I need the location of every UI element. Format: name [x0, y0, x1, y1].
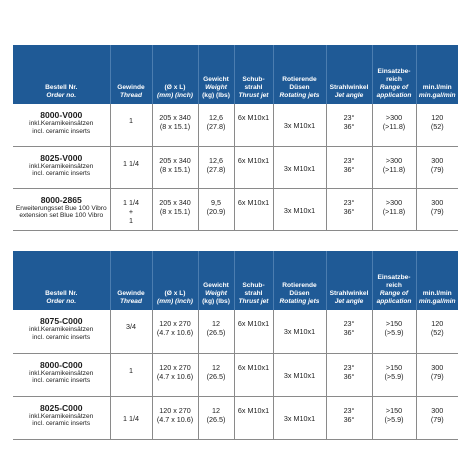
header-thread: Gewinde Thread — [110, 251, 152, 310]
range-cell: >150 (>5.9) — [372, 353, 416, 396]
header-jet-angle: Strahlwinkel Jet angle — [326, 45, 372, 104]
weight-cell: 12 (26.5) — [198, 353, 234, 396]
angle-cell: 23° 36° — [326, 146, 372, 188]
order-cell: 8000-C000 inkl.Keramikeinsätzen incl. ceramic inserts — [13, 353, 110, 396]
dimensions-cell: 205 x 340 (8 x 15.1) — [152, 146, 198, 188]
header-weight: Gewicht Weight (kg) (lbs) — [198, 45, 234, 104]
thrust-cell: 6x M10x1 — [234, 188, 273, 230]
weight-cell: 12 (26.5) — [198, 396, 234, 439]
rotating-cell: 3x M10x1 — [273, 146, 326, 188]
flow-cell: 300 (79) — [416, 146, 458, 188]
table-row — [13, 396, 458, 439]
thrust-cell: 6x M10x1 — [234, 396, 273, 439]
flow-cell: 120 (52) — [416, 310, 458, 353]
header-rotating-jets: Rotierende Düsen Rotating jets — [273, 45, 326, 104]
weight-cell: 12,6 (27.8) — [198, 104, 234, 146]
header-rotating-jets: Rotierende Düsen Rotating jets — [273, 251, 326, 310]
weight-cell: 9,5 (20.9) — [198, 188, 234, 230]
flow-cell: 300 (79) — [416, 353, 458, 396]
header-range: Einsatzbe-reich Range of application — [372, 251, 416, 310]
order-cell: 8025-C000 inkl.Keramikeinsätzen incl. ceramic inserts — [13, 396, 110, 439]
header-dimensions: (Ø x L) (mm) (inch) — [152, 251, 198, 310]
angle-cell: 23° 36° — [326, 104, 372, 146]
rotating-cell: 3x M10x1 — [273, 353, 326, 396]
table-row — [13, 188, 458, 230]
header-order: Bestell Nr. Order no. — [13, 45, 110, 104]
thrust-cell: 6x M10x1 — [234, 353, 273, 396]
weight-cell: 12 (26.5) — [198, 310, 234, 353]
header-jet-angle: Strahlwinkel Jet angle — [326, 251, 372, 310]
thread-cell: 1 — [110, 104, 152, 146]
header-order: Bestell Nr. Order no. — [13, 251, 110, 310]
thread-cell: 1 1/4 — [110, 146, 152, 188]
table-row — [13, 146, 458, 188]
header-thrust-jet: Schub-strahl Thrust jet — [234, 45, 273, 104]
angle-cell: 23° 36° — [326, 353, 372, 396]
range-cell: >150 (>5.9) — [372, 310, 416, 353]
dimensions-cell: 205 x 340 (8 x 15.1) — [152, 188, 198, 230]
thrust-cell: 6x M10x1 — [234, 104, 273, 146]
table-row — [13, 353, 458, 396]
angle-cell: 23° 36° — [326, 188, 372, 230]
weight-cell: 12,6 (27.8) — [198, 146, 234, 188]
thrust-cell: 6x M10x1 — [234, 310, 273, 353]
angle-cell: 23° 36° — [326, 396, 372, 439]
table-row — [13, 310, 458, 353]
header-flow: min.l/min min.gal/min — [416, 45, 458, 104]
table-header-row — [13, 45, 458, 104]
spec-table-2 — [13, 251, 458, 440]
order-cell: 8000-2865 Erweiterungsset Bue 100 Vibro extension set Blue 100 Vibro — [13, 188, 110, 230]
flow-cell: 300 (79) — [416, 396, 458, 439]
rotating-cell: 3x M10x1 — [273, 104, 326, 146]
spec-table-1 — [13, 45, 458, 231]
table-row — [13, 104, 458, 146]
rotating-cell: 3x M10x1 — [273, 396, 326, 439]
dimensions-cell: 120 x 270 (4.7 x 10.6) — [152, 353, 198, 396]
dimensions-cell: 120 x 270 (4.7 x 10.6) — [152, 310, 198, 353]
table-header-row — [13, 251, 458, 310]
angle-cell: 23° 36° — [326, 310, 372, 353]
rotating-cell: 3x M10x1 — [273, 188, 326, 230]
rotating-cell: 3x M10x1 — [273, 310, 326, 353]
dimensions-cell: 205 x 340 (8 x 15.1) — [152, 104, 198, 146]
order-cell: 8025-V000 inkl.Keramikeinsätzen incl. ceramic inserts — [13, 146, 110, 188]
range-cell: >300 (>11.8) — [372, 104, 416, 146]
range-cell: >300 (>11.8) — [372, 188, 416, 230]
thread-cell: 3/4 — [110, 310, 152, 353]
range-cell: >300 (>11.8) — [372, 146, 416, 188]
thread-cell: 1 — [110, 353, 152, 396]
thrust-cell: 6x M10x1 — [234, 146, 273, 188]
flow-cell: 300 (79) — [416, 188, 458, 230]
header-dimensions: (Ø x L) (mm) (inch) — [152, 45, 198, 104]
header-weight: Gewicht Weight (kg) (lbs) — [198, 251, 234, 310]
thread-cell: 1 1/4 — [110, 396, 152, 439]
dimensions-cell: 120 x 270 (4.7 x 10.6) — [152, 396, 198, 439]
range-cell: >150 (>5.9) — [372, 396, 416, 439]
header-thread: Gewinde Thread — [110, 45, 152, 104]
header-thrust-jet: Schub-strahl Thrust jet — [234, 251, 273, 310]
header-range: Einsatzbe-reich Range of application — [372, 45, 416, 104]
flow-cell: 120 (52) — [416, 104, 458, 146]
thread-cell: 1 1/4 + 1 — [110, 188, 152, 230]
order-cell: 8075-C000 inkl.Keramikeinsätzen incl. ceramic inserts — [13, 310, 110, 353]
header-flow: min.l/min min.gal/min — [416, 251, 458, 310]
order-cell: 8000-V000 inkl.Keramikeinsätzen incl. ceramic inserts — [13, 104, 110, 146]
